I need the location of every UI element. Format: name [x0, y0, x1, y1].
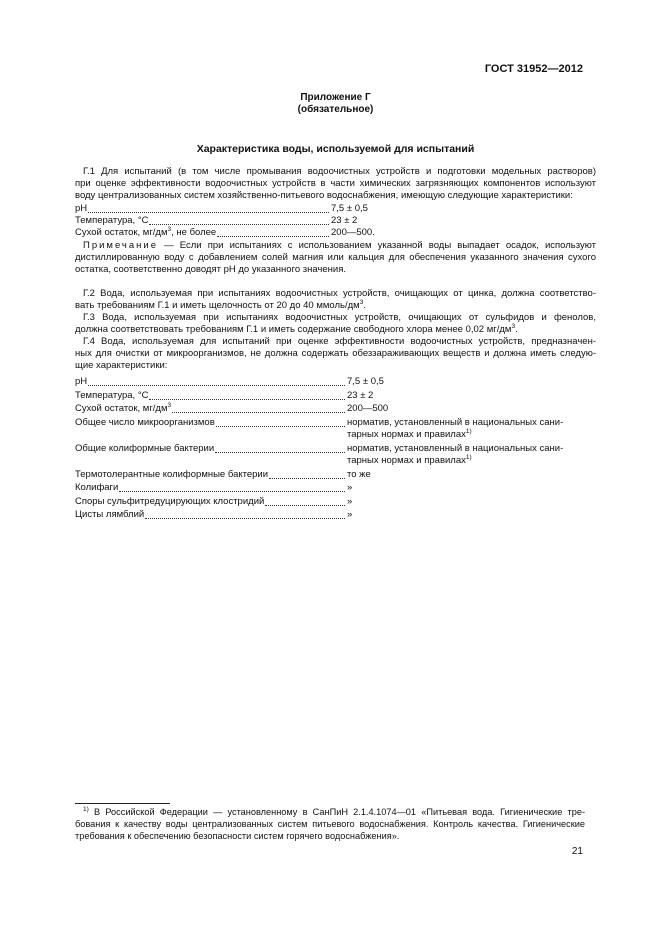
footnote-mark: 1): [83, 806, 89, 813]
dot-leader: [149, 215, 329, 225]
list-item: Термотолерантные колиформные бактерии то же: [75, 468, 371, 480]
text-line: ных для очистки от микроорганизмов, не должна содержать обеззараживающих веществ и должна иметь следую-: [75, 348, 596, 359]
document-header: ГОСТ 31952—2012: [484, 63, 583, 75]
text-line: щие характеристики:: [75, 360, 168, 371]
dot-leader: [145, 509, 345, 519]
note: Примечание — Если при испытаниях с использованием указанной воды выпадает осадок, используют дистиллированную воду с добавлением солей магния или кальция для обеспечения указанного значения сухого остатка, соответственно доводят pH до указанного значения.: [75, 240, 596, 275]
list-item: Споры сульфитредуцирующих клостридий »: [75, 495, 353, 507]
footnote: $^{1)}$ В Российской Федерации — установленному в СанПиН 2.1.4.1074—01 «Питьевая вода. Гигиенические тре- бования к качеству воды централизованных систем питьевого водоснабжения. Контроль качества. Гигиенические требования к обеспечению безопасности систем горячего водоснабжения».: [75, 806, 585, 841]
page-number: 21: [571, 846, 583, 857]
list-item: Колифаги »: [75, 482, 353, 493]
text-line: бования к качеству воды централизованных систем питьевого водоснабжения. Контроль качества. Гигиенические: [75, 819, 585, 829]
appendix-title: Приложение Г: [300, 92, 371, 103]
list-item: pH 7,5 ± 0,5: [75, 376, 384, 387]
text-line: при оценке эффективности водоочистных устройств в части химических загрязняющих компонентов используют: [75, 178, 596, 189]
section-title: Характеристика воды, используемой для испытаний: [196, 143, 475, 155]
text-line: должна соответствовать требованиям Г.1 и иметь содержание свободного хлора менее 0,02 $мг/дм^3$.: [75, 323, 518, 335]
dot-leader: [88, 376, 345, 386]
paragraph-g3: [75, 312, 596, 336]
dot-leader: [119, 482, 345, 492]
footnote-separator: [75, 803, 170, 804]
dot-leader: [149, 390, 345, 400]
text-line: Г.4 Вода, используемая для испытаний при оценке эффективности водоочистных устройств, предназначен-: [83, 336, 596, 347]
text-line: дистиллированную воду с добавлением солей магния или кальция для обеспечения указанного значения сухого: [75, 252, 596, 263]
paragraph-g1: [75, 166, 596, 202]
list-item: pH 7,5 ± 0,5: [75, 203, 368, 214]
text-line: требования к обеспечению безопасности систем горячего водоснабжения».: [75, 831, 400, 841]
paragraph-g4: [75, 336, 596, 372]
text-line: Г.1 Для испытаний (в том числе промывания водоочистных устройств и подготовки модельных растворов): [83, 166, 596, 177]
list-item: Общее число микроорганизмов норматив, установленный в национальных сани- тарных нормах и правилах$^{1)}$: [75, 416, 564, 440]
list-item: Общие колиформные бактерии норматив, установленный в национальных сани- тарных нормах и правилах$^{1)}$: [75, 442, 564, 466]
g1-characteristics-list: [75, 203, 375, 239]
dot-leader: [172, 403, 345, 413]
dot-leader: [217, 227, 329, 237]
note-label: Примечание: [83, 240, 158, 251]
list-item: Температура, °С 23 ± 2: [75, 389, 374, 401]
text-line: воду централизованных систем хозяйственно-питьевого водоснабжения, имеющую следующие характеристики:: [75, 190, 573, 201]
list-item: Сухой остаток, $мг/дм^3$, не более 200—500.: [75, 226, 375, 238]
text-line: Г.3 Вода, используемая при испытаниях водоочистных устройств, очищающих от сульфидов и фенолов,: [83, 312, 596, 323]
text-line: вать требованиям Г.1 и иметь щелочность от 20 до 40 ммоль/$дм^3$.: [75, 299, 366, 311]
list-item: Температура, °С 23 ± 2: [75, 215, 358, 226]
list-item: Цисты лямблий »: [75, 509, 353, 520]
dot-leader: [215, 443, 345, 453]
appendix-status: (обязательное): [297, 104, 374, 115]
text-line: остатка, соответственно доводят pH до указанного значения.: [75, 264, 346, 275]
dot-leader: [88, 203, 329, 213]
text-line: Г.2 Вода, используемая при испытаниях водоочистных устройств, очищающих от цинка, должна соответство-: [83, 288, 596, 299]
list-item: Сухой остаток, $мг/дм^3$ 200—500: [75, 402, 389, 414]
paragraph-g2: [75, 288, 596, 312]
dot-leader: [265, 496, 345, 506]
g4-characteristics-list: [75, 376, 596, 523]
dot-leader: [216, 417, 345, 427]
dot-leader: [269, 469, 345, 479]
